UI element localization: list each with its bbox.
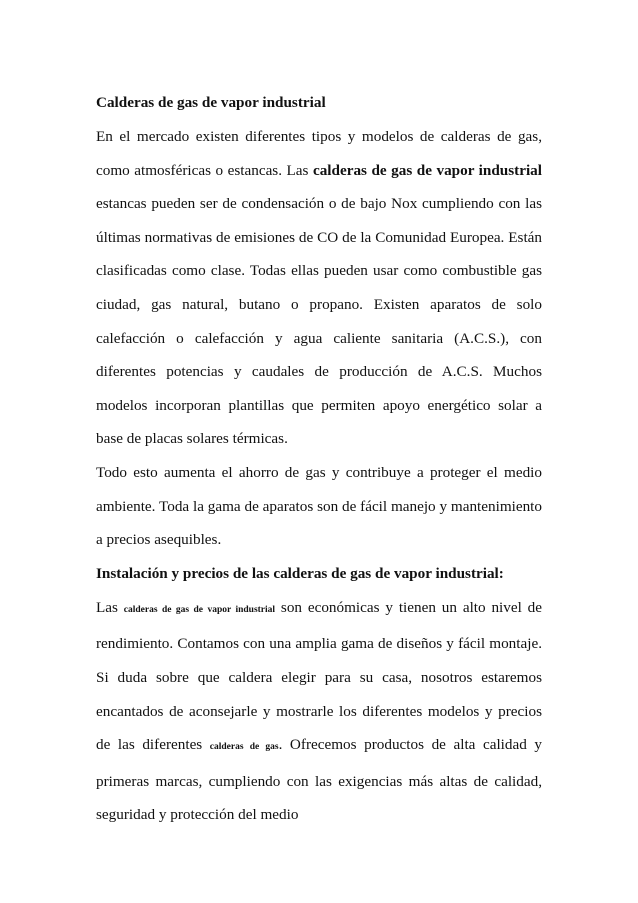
keyword-small: calderas de gas xyxy=(209,742,279,753)
keyword-bold: calderas de gas de vapor industrial xyxy=(312,161,542,179)
benefits-paragraph: Todo esto aumenta el ahorro de gas y contribuye a proteger el medio ambiente. Toda la gama de aparatos son de fácil manejo y mantenimiento a precios asequibles. xyxy=(96,463,542,549)
paragraph-text: son económicas y tienen un alto nivel de rendimiento. Contamos con una amplia gama de diseños y fácil montaje. Si duda sobre que caldera elegir para su casa, nosotros estaremos encantados de aconsejarle y mostrarle los diferentes modelos y precios de las diferentes xyxy=(96,598,543,754)
paragraph-text: En el mercado existen diferentes tipos y modelos de calderas de gas, como atmosféricas o estancas. Las xyxy=(96,128,542,179)
paragraph-text: Las xyxy=(96,598,124,616)
document-page xyxy=(96,86,542,832)
paragraph-text: estancas pueden ser de condensación o de bajo Nox cumpliendo con las últimas normativas de emisiones de CO de la Comunidad Europea. Están clasificadas como clase. Todas ellas pueden usar como combustible gas ciudad, gas natural, butano o propano. Existen aparatos de solo calefacción o calefacción y agua caliente sanitaria (A.C.S.), con diferentes potencias y caudales de producción de A.C.S. Muchos modelos incorporan plantillas que permiten apoyo energético solar a base de placas solares térmicas. xyxy=(96,195,542,448)
section-heading-installation: Instalación y precios de las calderas de gas de vapor industrial: xyxy=(96,564,504,582)
installation-paragraph xyxy=(96,591,542,832)
intro-paragraph xyxy=(96,120,542,456)
keyword-small: calderas de gas de vapor industrial xyxy=(123,604,276,615)
section-heading: Calderas de gas de vapor industrial xyxy=(96,94,326,111)
paragraph-text: . Ofrecemos productos de alta calidad y primeras marcas, cumpliendo con las exigencias más altas de calidad, seguridad y protección del medio xyxy=(96,736,542,824)
